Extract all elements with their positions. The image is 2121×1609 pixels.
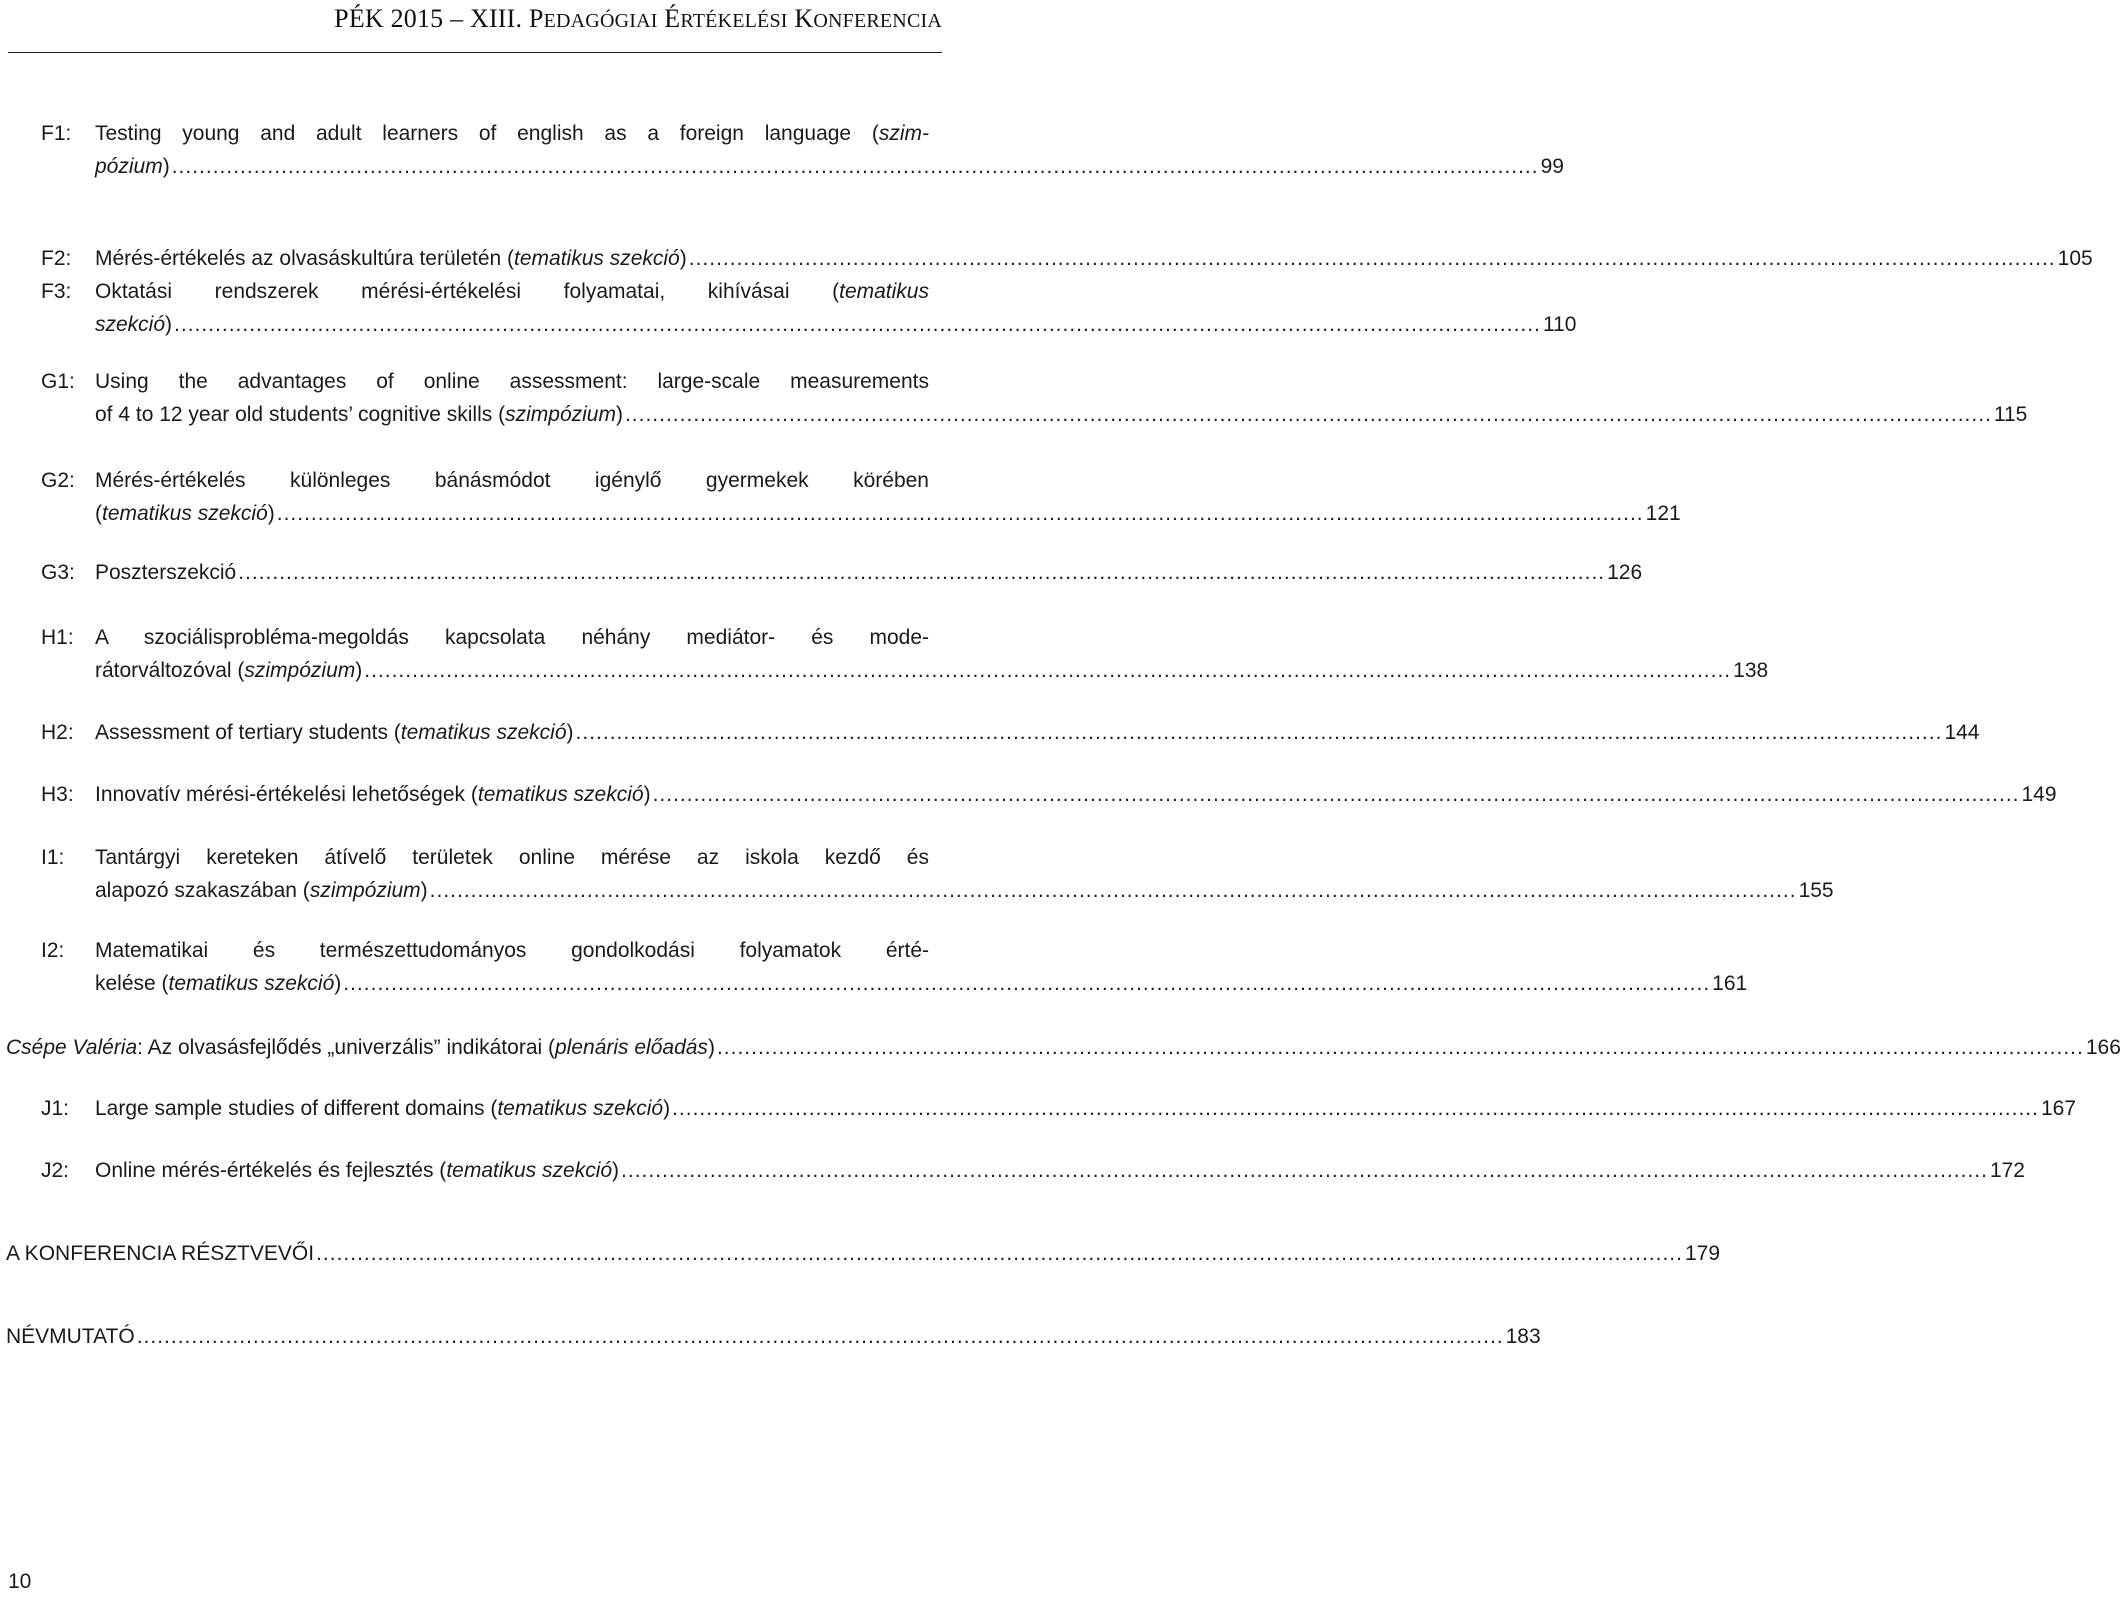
toc-entry-title: A KONFERENCIA RÉSZTVEVŐI ........................................................................................................................................................................................................ 179: [6, 1237, 929, 1270]
toc-entry-title: Assessment of tertiary students (tematikus szekció) ........................................................................................................................................................................................................ 144: [95, 716, 929, 749]
toc-entry-page: 126: [1607, 561, 1643, 584]
toc-entry-title: Mérés-értékelés különleges bánásmódot igénylő gyermekek körében (tematikus szekció) ........................................................................................................................................................................................................ 121: [95, 464, 929, 530]
dot-leader: ........................................................................................................................................................................................................: [575, 721, 1943, 744]
toc-entry-code: F3:: [41, 280, 72, 303]
toc-entry-title: Matematikai és természettudományos gondolkodási folyamatok érté- kelése (tematikus szekció) ........................................................................................................................................................................................................ 161: [95, 934, 929, 1000]
dot-leader: ........................................................................................................................................................................................................: [174, 313, 1541, 336]
toc-entry-title: Mérés-értékelés az olvasáskultúra területén (tematikus szekció) ........................................................................................................................................................................................................ 105: [95, 242, 929, 275]
toc-entry-page: 155: [1798, 879, 1834, 902]
toc-entry-title: Large sample studies of different domains (tematikus szekció) ........................................................................................................................................................................................................ 167: [95, 1092, 929, 1125]
toc-entry-page: 99: [1540, 155, 1564, 178]
dot-leader: ........................................................................................................................................................................................................: [621, 1159, 1988, 1182]
toc-entry-page: 144: [1944, 721, 1980, 744]
dot-leader: ........................................................................................................................................................................................................: [343, 972, 1711, 995]
toc-entry-title: Testing young and adult learners of english as a foreign language (szim- pózium) ........................................................................................................................................................................................................ 99: [95, 117, 929, 183]
toc-entry-code: H2:: [41, 721, 74, 744]
toc-entry-code: H1:: [41, 626, 74, 649]
dot-leader: ........................................................................................................................................................................................................: [276, 502, 1644, 525]
toc-entry-page: 161: [1712, 972, 1748, 995]
toc-entry-title: A szociálisprobléma-megoldás kapcsolata néhány mediátor- és mode- rátorváltozóval (szimpózium) ........................................................................................................................................................................................................ 138: [95, 621, 929, 687]
toc-entry-page: 115: [1993, 403, 2028, 426]
toc-entry-code: G1:: [41, 370, 75, 393]
dot-leader: ........................................................................................................................................................................................................: [171, 155, 1539, 178]
dot-leader: ........................................................................................................................................................................................................: [672, 1097, 2039, 1120]
toc-entry-page: 166: [2085, 1036, 2121, 1059]
running-header-title: PÉK 2015 – XIII. PEDAGÓGIAI ÉRTÉKELÉSI KONFERENCIA: [334, 4, 942, 33]
toc-entry-page: 149: [2021, 783, 2057, 806]
toc-entry-code: J1:: [41, 1097, 70, 1120]
dot-leader: ........................................................................................................................................................................................................: [429, 879, 1797, 902]
dot-leader: ........................................................................................................................................................................................................: [364, 659, 1732, 682]
toc-entry-title: Csépe Valéria: Az olvasásfejlődés „univerzális” indikátorai (plenáris előadás) ........................................................................................................................................................................................................ 166: [6, 1031, 929, 1064]
toc-entry-code: F2:: [41, 247, 72, 270]
toc-entry-code: J2:: [41, 1159, 70, 1182]
toc-entry-title: NÉVMUTATÓ ........................................................................................................................................................................................................ 183: [6, 1320, 929, 1353]
toc-entry-code: G2:: [41, 469, 75, 492]
toc-entry-code: I1:: [41, 846, 65, 869]
toc-entry-code: G3:: [41, 561, 75, 584]
toc-entry-code: H3:: [41, 783, 74, 806]
toc-entry-page: 110: [1542, 313, 1577, 336]
dot-leader: ........................................................................................................................................................................................................: [624, 403, 1992, 426]
page-number: 10: [8, 1570, 32, 1593]
toc-entry-title: Poszterszekció ........................................................................................................................................................................................................ 126: [95, 556, 929, 589]
dot-leader: ........................................................................................................................................................................................................: [136, 1325, 1504, 1348]
toc-entry-page: 167: [2040, 1097, 2077, 1120]
toc-entry-page: 179: [1684, 1242, 1721, 1265]
toc-entry-page: 138: [1733, 659, 1769, 682]
dot-leader: ........................................................................................................................................................................................................: [652, 783, 2020, 806]
dot-leader: ........................................................................................................................................................................................................: [716, 1036, 2084, 1059]
dot-leader: ........................................................................................................................................................................................................: [688, 247, 2056, 270]
toc-entry-title: Tantárgyi kereteken átívelő területek online mérése az iskola kezdő és alapozó szakaszában (szimpózium) ........................................................................................................................................................................................................ 155: [95, 841, 929, 907]
toc-entry-title: Innovatív mérési-értékelési lehetőségek (tematikus szekció) ........................................................................................................................................................................................................ 149: [95, 778, 929, 811]
toc-entry-page: 183: [1505, 1325, 1541, 1348]
dot-leader: ........................................................................................................................................................................................................: [238, 561, 1606, 584]
toc-entry-page: 121: [1645, 502, 1681, 525]
toc-entry-code: F1:: [41, 122, 72, 145]
toc-entry-code: I2:: [41, 939, 65, 962]
toc-entry-title: Oktatási rendszerek mérési-értékelési folyamatai, kihívásai (tematikus szekció) ........................................................................................................................................................................................................ 110: [95, 275, 929, 341]
dot-leader: ........................................................................................................................................................................................................: [316, 1242, 1683, 1265]
toc-entry-page: 105: [2057, 247, 2093, 270]
toc-entry-title: Online mérés-értékelés és fejlesztés (tematikus szekció) ........................................................................................................................................................................................................ 172: [95, 1154, 929, 1187]
toc-entry-title: Using the advantages of online assessment: large-scale measurements of 4 to 12 year old students’ cognitive skills (szimpózium) ........................................................................................................................................................................................................ 115: [95, 365, 929, 431]
toc-entry-page: 172: [1989, 1159, 2025, 1182]
